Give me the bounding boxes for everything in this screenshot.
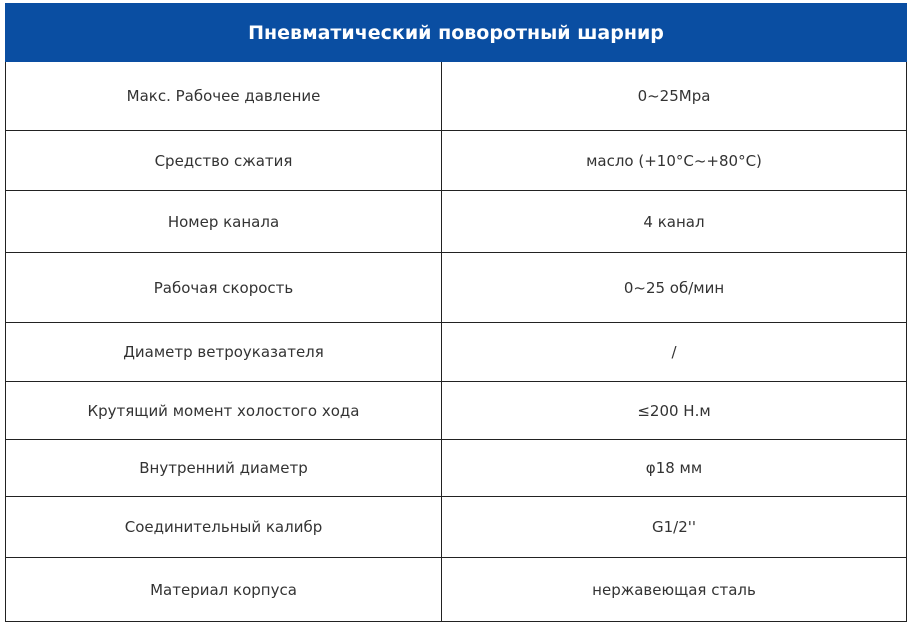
row-value: φ18 мм: [442, 440, 907, 497]
row-value: G1/2'': [442, 497, 907, 558]
row-label: Диаметр ветроуказателя: [6, 323, 442, 382]
row-label: Макс. Рабочее давление: [6, 62, 442, 131]
table-title: Пневматический поворотный шарнир: [6, 4, 907, 62]
table-row: [6, 497, 907, 558]
table-row: [6, 62, 907, 131]
table-row: [6, 558, 907, 622]
row-value: 0~25 об/мин: [442, 253, 907, 323]
table-header-row: [6, 4, 907, 62]
row-value: 0~25Mpa: [442, 62, 907, 131]
row-value: /: [442, 323, 907, 382]
row-label: Материал корпуса: [6, 558, 442, 622]
row-label: Соединительный калибр: [6, 497, 442, 558]
row-label: Внутренний диаметр: [6, 440, 442, 497]
table-row: [6, 382, 907, 440]
row-value: масло (+10°C~+80°C): [442, 131, 907, 191]
table-row: [6, 323, 907, 382]
row-label: Крутящий момент холостого хода: [6, 382, 442, 440]
spec-table: [5, 3, 907, 622]
row-value: нержавеющая сталь: [442, 558, 907, 622]
table-row: [6, 440, 907, 497]
row-label: Рабочая скорость: [6, 253, 442, 323]
row-label: Номер канала: [6, 191, 442, 253]
table-row: [6, 131, 907, 191]
table-row: [6, 253, 907, 323]
row-value: 4 канал: [442, 191, 907, 253]
row-label: Средство сжатия: [6, 131, 442, 191]
row-value: ≤200 Н.м: [442, 382, 907, 440]
table-row: [6, 191, 907, 253]
